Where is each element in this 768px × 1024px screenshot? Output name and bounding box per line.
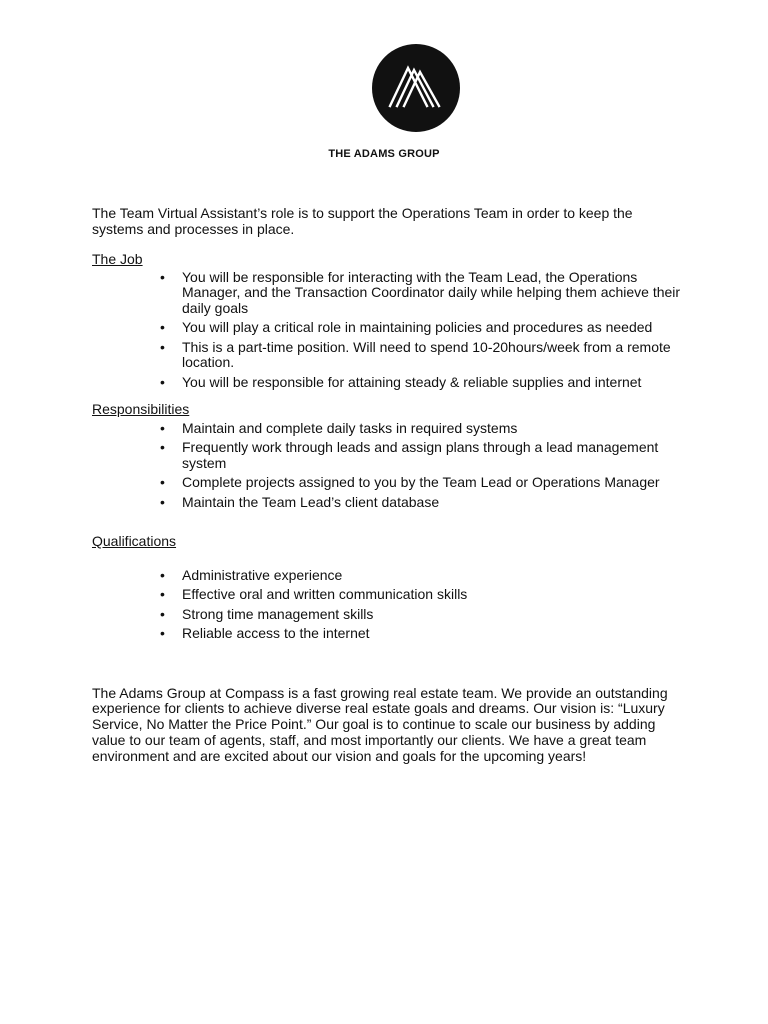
responsibility-item: • Maintain the Team Lead’s client database [182,495,682,511]
adams-group-logo-icon [372,44,460,132]
qualification-item: • Effective oral and written communication skills [182,587,682,603]
job-item: • You will be responsible for interacting with the Team Lead, the Operations Manager, and the Transaction Coordinator daily while helping them achieve their daily goals [182,270,682,317]
qualification-item: • Administrative experience [182,568,682,584]
intro-paragraph: The Team Virtual Assistant’s role is to support the Operations Team in order to keep the systems and processes in place. [92,205,633,237]
job-item: • You will play a critical role in maintaining policies and procedures as needed [182,320,682,336]
section-heading-responsibilities: Responsibilities [92,401,190,417]
section-heading-qualifications: Qualifications [92,533,177,549]
job-item: • You will be responsible for attaining steady & reliable supplies and internet [182,375,682,391]
responsibility-item: • Maintain and complete daily tasks in required systems [182,421,682,437]
responsibilities-list [92,421,682,511]
responsibility-item: • Frequently work through leads and assign plans through a lead management system [182,440,682,471]
section-heading-job: The Job [92,251,143,267]
qualification-item: • Strong time management skills [182,607,682,623]
responsibility-item: • Complete projects assigned to you by the Team Lead or Operations Manager [182,475,682,491]
closing-paragraph: The Adams Group at Compass is a fast growing real estate team. We provide an outstanding experience for clients to achieve diverse real estate goals and dreams. Our vision is: “Luxury Service, No Matter the Price Point.” Our goal is to continue to scale our business by adding value to our team of agents, staff, and most importantly our clients. We have a great team environment and are excited about our vision and goals for the upcoming years! [92,684,668,765]
brand-name: THE ADAMS GROUP [328,148,440,160]
document-body [92,206,682,765]
qualification-item: • Reliable access to the internet [182,626,682,642]
job-item: • This is a part-time position. Will need to spend 10-20hours/week from a remote location. [182,340,682,371]
job-list [92,270,682,391]
qualifications-list [92,568,682,642]
